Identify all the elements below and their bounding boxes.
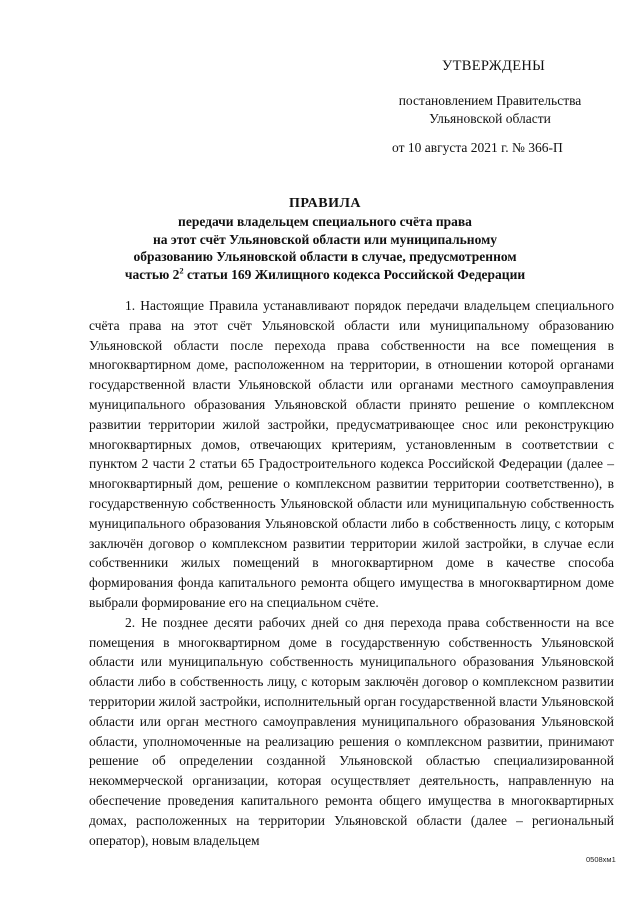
document-body: [89, 296, 614, 850]
approval-stamp-heading: УТВЕРЖДЕНЫ: [442, 58, 546, 74]
subtitle-superscript: 2: [179, 265, 184, 275]
subtitle-line-2: на этот счёт Ульяновской области или муниципальному: [152, 231, 498, 247]
decree-date: от 10 августа 2021 г. № 366-П: [392, 140, 563, 155]
paragraph-1: 1. Настоящие Правила устанавливают порядок передачи владельцем специального счёта права на этот счёт Ульяновской области или муниципальному образованию Ульяновской области после перехода права собственности на все помещения в многоквартирном доме, расположенном на территории, в отношении которой органами государственной власти Ульяновской области или органами местного самоуправления муниципального образования Ульяновской области принято решение о комплексном развитии территории жилой застройки, предусматривающее снос или реконструкцию многоквартирных домов, отвечающих критериям, установленным в соответствии с пунктом 2 части 2 статьи 65 Градостроительного кодекса Российской Федерации (далее – многоквартирный дом, решение о комплексном развитии территории соответственно), в государственную собственность Ульяновской области или муниципальную собственность муниципального образования Ульяновской области либо в собственность лицу, с которым заключён договор о комплексном развитии территории жилой застройки, в случае если собственники жилых помещений в многоквартирном доме в качестве способа формирования фонда капитального ремонта общего имущества в многоквартирном доме выбрали формирование его на специальном счёте.: [89, 298, 614, 610]
footer-code: 0508хм1: [586, 855, 616, 864]
paragraph-2: 2. Не позднее десяти рабочих дней со дня перехода права собственности на все помещения в многоквартирном доме в государственную собственность Ульяновской области или муниципальную собственность муниципального образования Ульяновской области либо в собственность лицу, с которым заключён договор о комплексном развитии территории жилой застройки, исполнительный орган государственной власти Ульяновской области или орган местного самоуправления муниципального образования Ульяновской области, уполномоченные на реализацию решения о комплексном развитии, принимают решение об определении созданной Ульяновской областью специализированной некоммерческой организации, которая осуществляет деятельность, направленную на обеспечение проведения капитального ремонта общего имущества в многоквартирных домах, расположенных на территории Ульяновской области (далее – региональный оператор), новым владельцем: [89, 614, 614, 848]
decree-line-2: Ульяновской области: [429, 111, 551, 126]
subtitle-line-3: образованию Ульяновской области в случае, предусмотренном: [133, 249, 517, 264]
document-title: ПРАВИЛА: [288, 196, 362, 211]
document-subtitle: [60, 213, 590, 283]
subtitle-line-4: [60, 266, 590, 284]
decree-reference: [340, 92, 640, 128]
subtitle-line-4-end: статьи 169 Жилищного кодекса Российской Федерации: [183, 266, 526, 282]
subtitle-line-4-start: частью 2: [124, 266, 180, 282]
subtitle-line-1: передачи владельцем специального счёта права: [178, 214, 472, 229]
decree-line-1: постановлением Правительства: [398, 93, 582, 108]
